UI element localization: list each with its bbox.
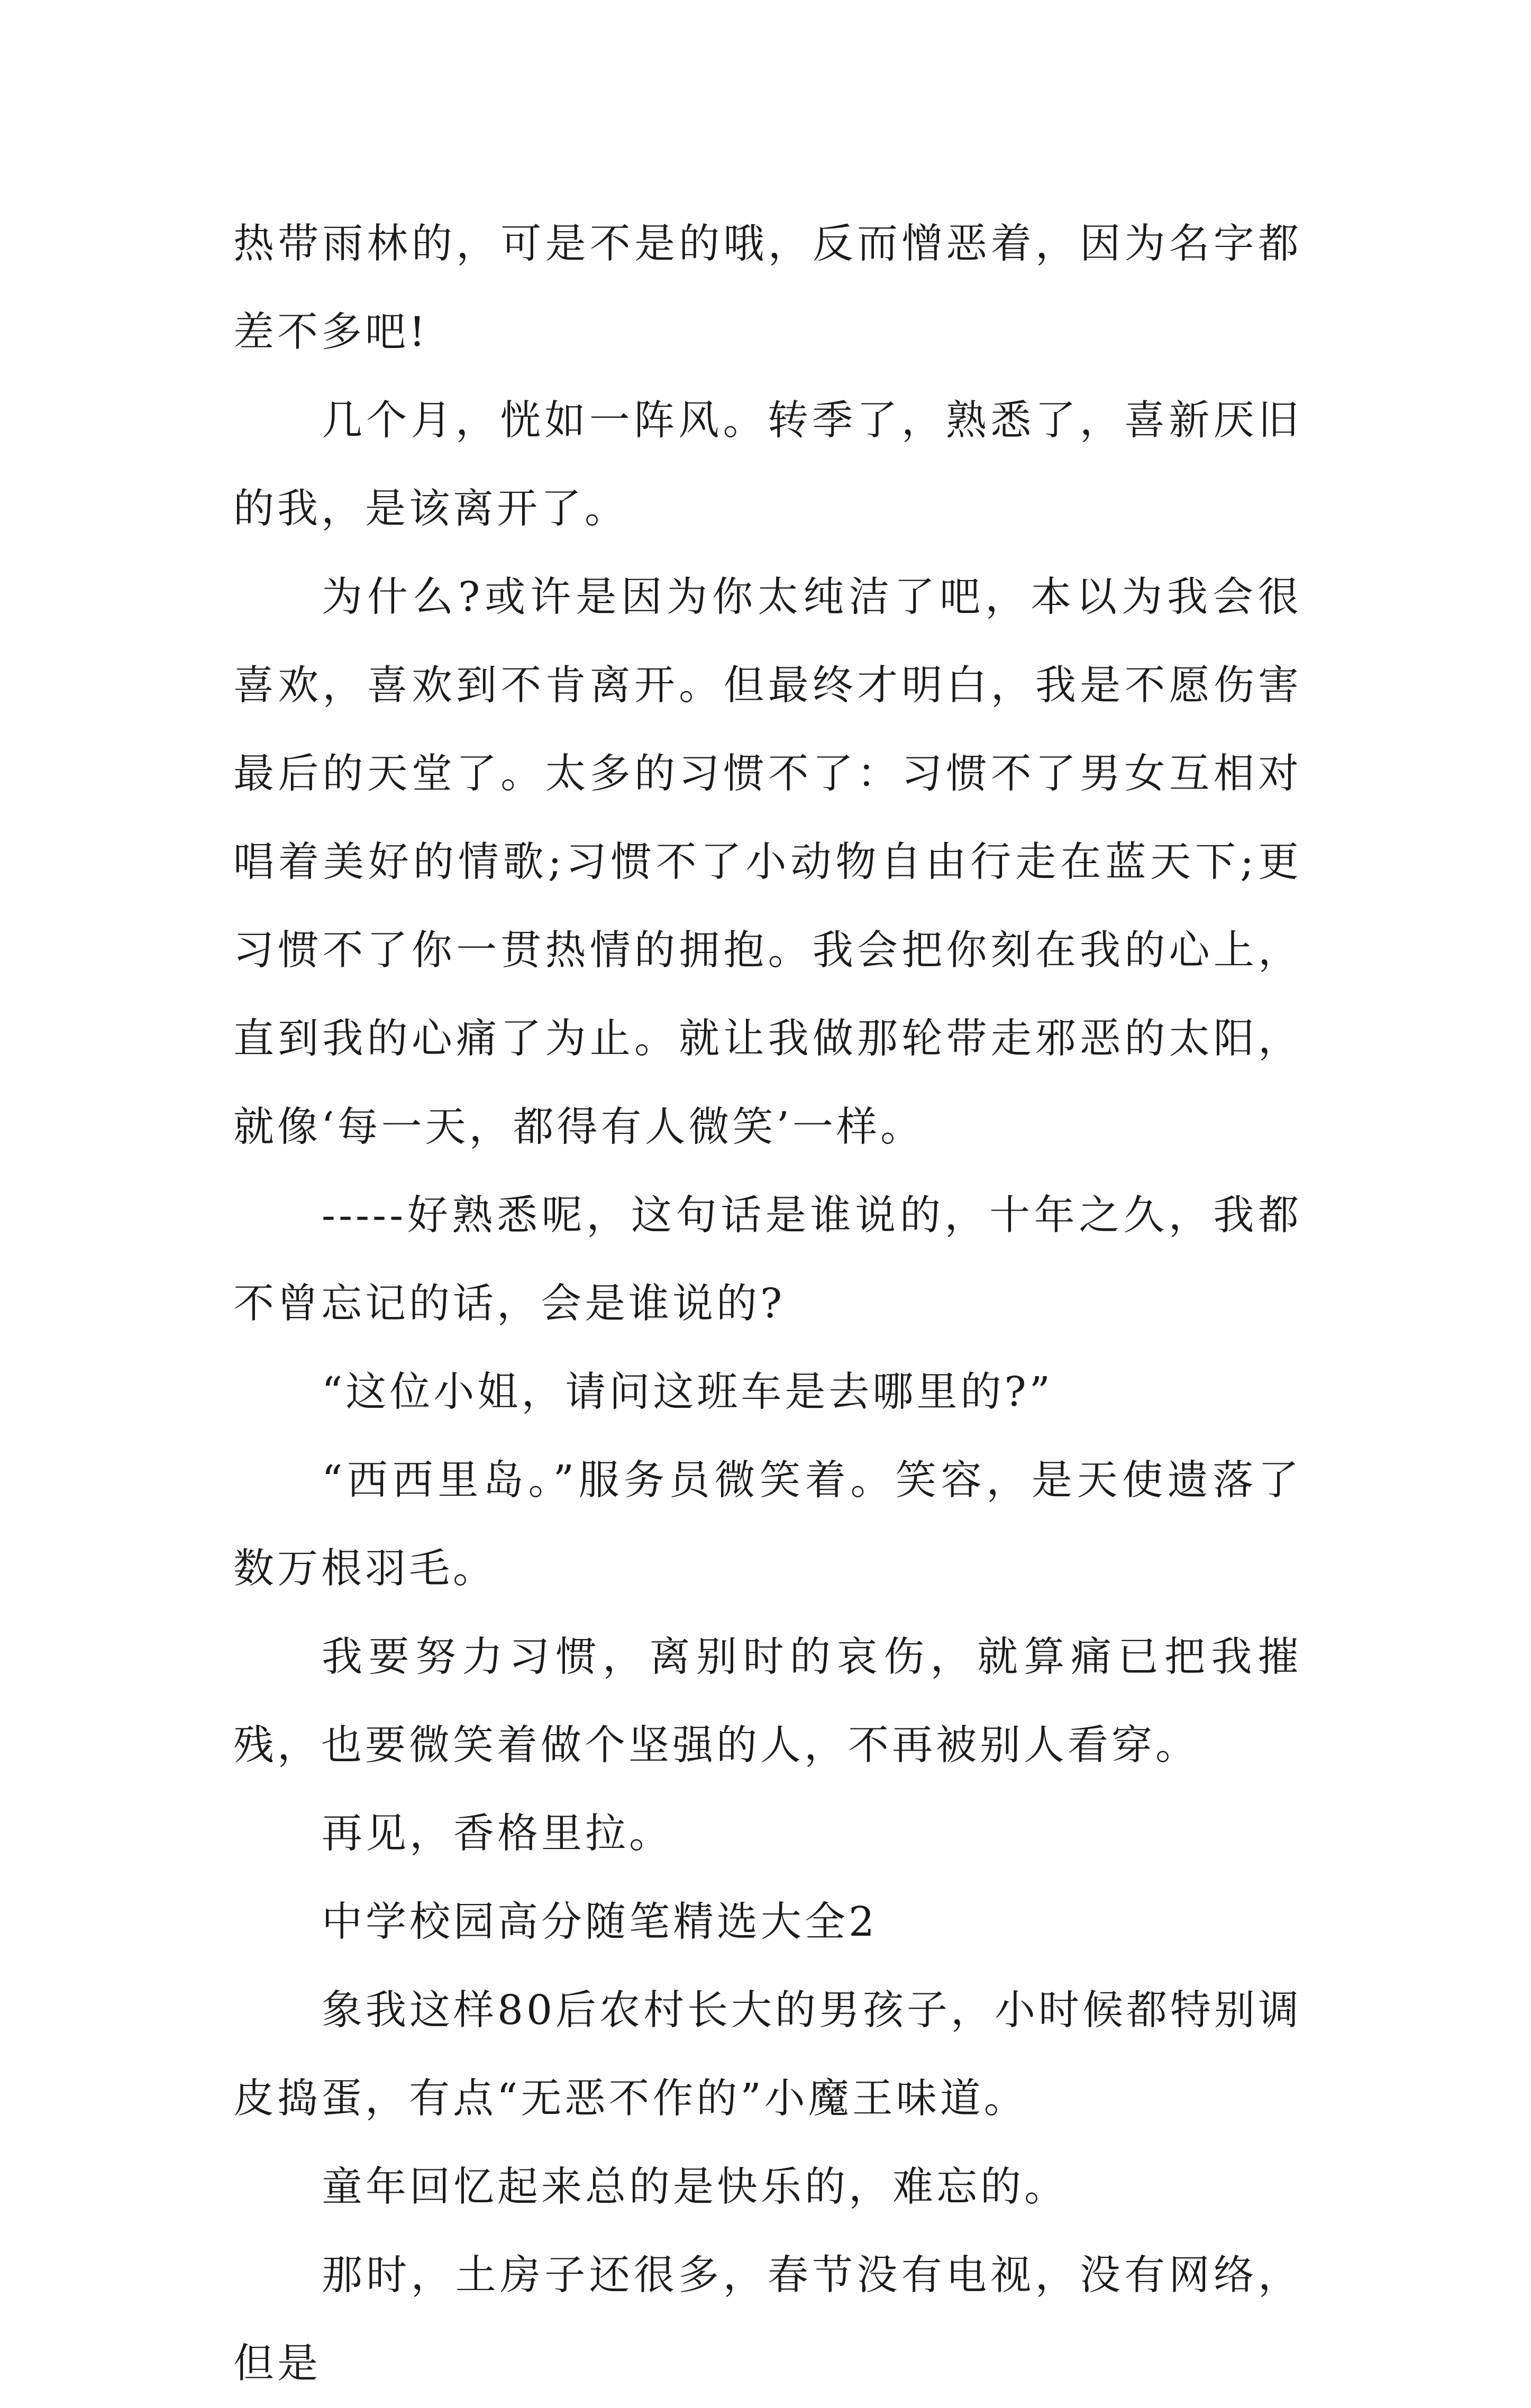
section-heading: 中学校园高分随笔精选大全2: [322, 1899, 878, 1946]
paragraph: 热带雨林的，可是不是的哦，反而憎恶着，因为名字都差不多吧!: [233, 221, 1302, 356]
paragraph: 那时，土房子还很多，春节没有电视，没有网络，但是: [233, 2252, 1302, 2387]
paragraph: -----好熟悉呢，这句话是谁说的，十年之久，我都不曾忘记的话，会是谁说的?: [233, 1192, 1302, 1327]
paragraph: 童年回忆起来总的是快乐的，难忘的。: [322, 2164, 1068, 2211]
paragraph: “这位小姐，请问这班车是去哪里的?”: [322, 1369, 1054, 1416]
document-body: [233, 200, 1302, 2408]
paragraph: 几个月，恍如一阵风。转季了，熟悉了，喜新厌旧的我，是该离开了。: [233, 397, 1302, 533]
paragraph: “西西里岛。”服务员微笑着。笑容，是天使遗落了数万根羽毛。: [233, 1457, 1302, 1592]
paragraph: 象我这样80后农村长大的男孩子，小时候都特别调皮捣蛋，有点“无恶不作的”小魔王味道。: [233, 1987, 1302, 2122]
paragraph: 我要努力习惯，离别时的哀伤，就算痛已把我摧残，也要微笑着做个坚强的人，不再被别人看穿。: [233, 1634, 1302, 1769]
paragraph: 再见，香格里拉。: [322, 1810, 673, 1857]
paragraph: 为什么?或许是因为你太纯洁了吧，本以为我会很喜欢，喜欢到不肯离开。但最终才明白，我是不愿伤害最后的天堂了。太多的习惯不了：习惯不了男女互相对唱着美好的情歌;习惯不了小动物自由行走在蓝天下;更习惯不了你一贯热情的拥抱。我会把你刻在我的心上，直到我的心痛了为止。就让我做那轮带走邪恶的太阳，就像‘每一天，都得有人微笑’一样。: [233, 574, 1302, 1151]
